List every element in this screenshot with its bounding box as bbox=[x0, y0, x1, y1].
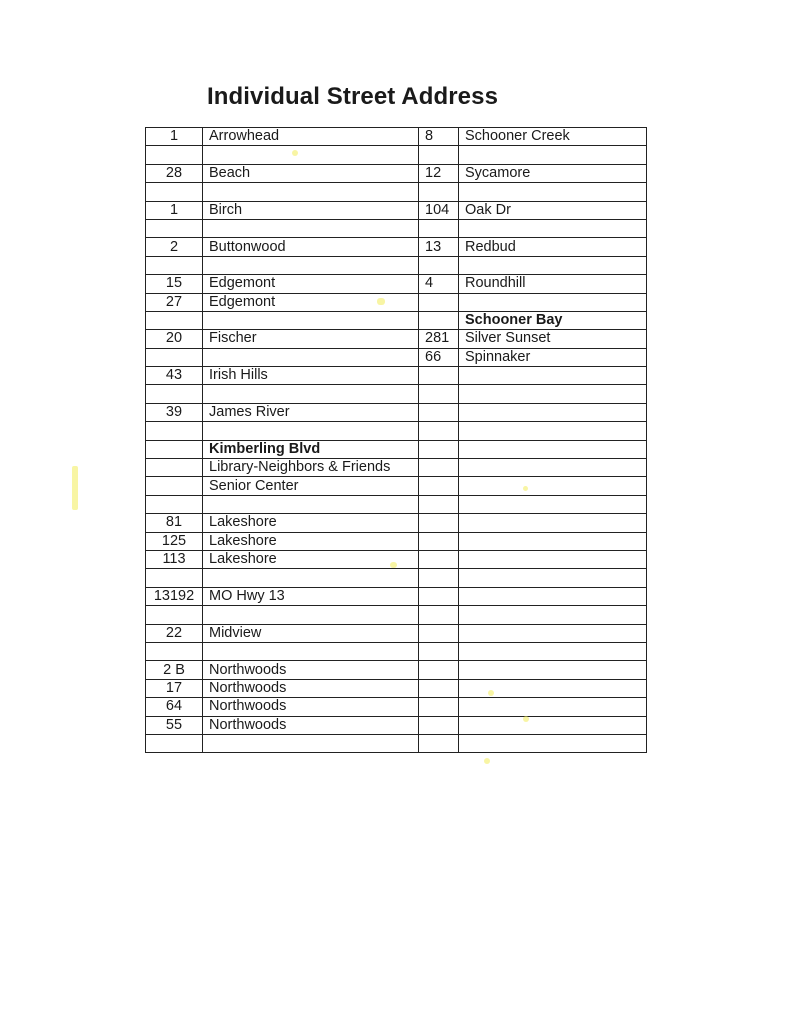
table-row bbox=[146, 403, 647, 421]
table-row bbox=[146, 348, 647, 366]
left-street-name bbox=[203, 219, 419, 237]
right-house-number bbox=[419, 440, 459, 458]
left-house-number bbox=[146, 440, 203, 458]
left-house-number: 27 bbox=[146, 293, 203, 311]
right-street-name bbox=[459, 642, 647, 660]
right-street-name bbox=[459, 624, 647, 642]
page-title: Individual Street Address bbox=[207, 83, 499, 110]
table-row bbox=[146, 532, 647, 550]
right-street-name bbox=[459, 532, 647, 550]
left-street-name bbox=[203, 642, 419, 660]
right-house-number bbox=[419, 514, 459, 532]
right-house-number bbox=[419, 698, 459, 716]
right-house-number bbox=[419, 679, 459, 697]
table-row bbox=[146, 385, 647, 403]
left-street-name: Lakeshore bbox=[203, 532, 419, 550]
left-house-number: 2 B bbox=[146, 661, 203, 679]
left-street-name: Kimberling Blvd bbox=[203, 440, 419, 458]
left-street-name: Lakeshore bbox=[203, 514, 419, 532]
table-row bbox=[146, 275, 647, 293]
right-house-number bbox=[419, 624, 459, 642]
left-street-name: Northwoods bbox=[203, 661, 419, 679]
table-row bbox=[146, 624, 647, 642]
left-street-name bbox=[203, 183, 419, 201]
right-street-name bbox=[459, 514, 647, 532]
address-table-body bbox=[146, 128, 647, 753]
left-street-name bbox=[203, 422, 419, 440]
left-street-name: Lakeshore bbox=[203, 550, 419, 568]
left-street-name: Senior Center bbox=[203, 477, 419, 495]
left-house-number bbox=[146, 256, 203, 274]
left-house-number bbox=[146, 459, 203, 477]
right-house-number: 12 bbox=[419, 164, 459, 182]
right-house-number bbox=[419, 661, 459, 679]
left-house-number bbox=[146, 422, 203, 440]
right-street-name bbox=[459, 495, 647, 513]
left-street-name: James River bbox=[203, 403, 419, 421]
left-house-number: 81 bbox=[146, 514, 203, 532]
table-row bbox=[146, 128, 647, 146]
left-house-number bbox=[146, 734, 203, 752]
left-street-name: Northwoods bbox=[203, 679, 419, 697]
left-house-number bbox=[146, 385, 203, 403]
left-street-name: Birch bbox=[203, 201, 419, 219]
table-row bbox=[146, 238, 647, 256]
right-street-name: Schooner Creek bbox=[459, 128, 647, 146]
left-house-number bbox=[146, 311, 203, 329]
left-street-name bbox=[203, 311, 419, 329]
right-street-name bbox=[459, 550, 647, 568]
right-house-number bbox=[419, 477, 459, 495]
table-row bbox=[146, 183, 647, 201]
right-house-number bbox=[419, 367, 459, 385]
right-street-name bbox=[459, 367, 647, 385]
left-street-name: Edgemont bbox=[203, 275, 419, 293]
table-row bbox=[146, 734, 647, 752]
right-house-number bbox=[419, 587, 459, 605]
right-house-number bbox=[419, 146, 459, 164]
left-street-name bbox=[203, 734, 419, 752]
table-row bbox=[146, 514, 647, 532]
left-street-name bbox=[203, 606, 419, 624]
left-house-number: 28 bbox=[146, 164, 203, 182]
left-house-number bbox=[146, 348, 203, 366]
table-row bbox=[146, 587, 647, 605]
right-house-number: 8 bbox=[419, 128, 459, 146]
highlighter-mark bbox=[488, 690, 494, 696]
left-house-number: 113 bbox=[146, 550, 203, 568]
table-row bbox=[146, 716, 647, 734]
left-street-name bbox=[203, 146, 419, 164]
right-house-number bbox=[419, 532, 459, 550]
right-street-name bbox=[459, 679, 647, 697]
right-street-name bbox=[459, 293, 647, 311]
highlighter-mark bbox=[377, 298, 385, 305]
right-street-name: Roundhill bbox=[459, 275, 647, 293]
right-street-name bbox=[459, 606, 647, 624]
right-house-number bbox=[419, 311, 459, 329]
left-house-number: 39 bbox=[146, 403, 203, 421]
left-house-number: 20 bbox=[146, 330, 203, 348]
table-row bbox=[146, 569, 647, 587]
left-street-name: MO Hwy 13 bbox=[203, 587, 419, 605]
right-house-number bbox=[419, 403, 459, 421]
table-row bbox=[146, 146, 647, 164]
table-row bbox=[146, 698, 647, 716]
right-house-number bbox=[419, 256, 459, 274]
table-row bbox=[146, 642, 647, 660]
table-row bbox=[146, 164, 647, 182]
right-street-name bbox=[459, 587, 647, 605]
right-house-number bbox=[419, 716, 459, 734]
left-house-number: 64 bbox=[146, 698, 203, 716]
left-street-name: Northwoods bbox=[203, 716, 419, 734]
right-street-name bbox=[459, 698, 647, 716]
right-street-name: Schooner Bay bbox=[459, 311, 647, 329]
left-street-name: Fischer bbox=[203, 330, 419, 348]
left-street-name: Edgemont bbox=[203, 293, 419, 311]
left-house-number: 1 bbox=[146, 128, 203, 146]
highlighter-mark bbox=[292, 150, 298, 156]
left-street-name: Beach bbox=[203, 164, 419, 182]
right-house-number bbox=[419, 495, 459, 513]
left-house-number: 43 bbox=[146, 367, 203, 385]
right-street-name bbox=[459, 661, 647, 679]
address-table bbox=[145, 127, 647, 753]
right-street-name bbox=[459, 734, 647, 752]
left-street-name: Buttonwood bbox=[203, 238, 419, 256]
left-house-number bbox=[146, 219, 203, 237]
table-row bbox=[146, 661, 647, 679]
left-house-number bbox=[146, 495, 203, 513]
left-street-name: Midview bbox=[203, 624, 419, 642]
right-street-name bbox=[459, 477, 647, 495]
right-house-number: 4 bbox=[419, 275, 459, 293]
right-street-name: Sycamore bbox=[459, 164, 647, 182]
right-street-name: Spinnaker bbox=[459, 348, 647, 366]
right-house-number bbox=[419, 422, 459, 440]
highlighter-mark bbox=[523, 486, 528, 491]
left-street-name bbox=[203, 495, 419, 513]
left-street-name bbox=[203, 256, 419, 274]
left-street-name: Northwoods bbox=[203, 698, 419, 716]
table-row bbox=[146, 367, 647, 385]
left-house-number: 1 bbox=[146, 201, 203, 219]
highlighter-mark bbox=[484, 758, 490, 764]
table-row bbox=[146, 459, 647, 477]
left-house-number: 125 bbox=[146, 532, 203, 550]
right-house-number: 281 bbox=[419, 330, 459, 348]
left-house-number: 55 bbox=[146, 716, 203, 734]
table-row bbox=[146, 201, 647, 219]
table-row bbox=[146, 256, 647, 274]
right-street-name: Silver Sunset bbox=[459, 330, 647, 348]
highlighter-mark bbox=[72, 466, 78, 510]
table-row bbox=[146, 679, 647, 697]
right-street-name bbox=[459, 569, 647, 587]
right-house-number bbox=[419, 569, 459, 587]
right-street-name: Redbud bbox=[459, 238, 647, 256]
left-street-name bbox=[203, 569, 419, 587]
right-house-number bbox=[419, 734, 459, 752]
highlighter-mark bbox=[390, 562, 397, 568]
table-row bbox=[146, 311, 647, 329]
left-house-number: 13192 bbox=[146, 587, 203, 605]
left-house-number: 22 bbox=[146, 624, 203, 642]
left-house-number bbox=[146, 642, 203, 660]
left-house-number: 15 bbox=[146, 275, 203, 293]
right-street-name bbox=[459, 459, 647, 477]
right-street-name bbox=[459, 385, 647, 403]
right-street-name bbox=[459, 219, 647, 237]
left-house-number bbox=[146, 477, 203, 495]
right-street-name bbox=[459, 422, 647, 440]
table-row bbox=[146, 330, 647, 348]
left-street-name bbox=[203, 348, 419, 366]
table-row bbox=[146, 495, 647, 513]
right-street-name bbox=[459, 716, 647, 734]
table-row bbox=[146, 422, 647, 440]
left-street-name bbox=[203, 385, 419, 403]
right-street-name bbox=[459, 403, 647, 421]
left-street-name: Arrowhead bbox=[203, 128, 419, 146]
table-row bbox=[146, 440, 647, 458]
left-house-number bbox=[146, 146, 203, 164]
right-street-name bbox=[459, 183, 647, 201]
table-row bbox=[146, 606, 647, 624]
right-house-number bbox=[419, 293, 459, 311]
left-house-number: 2 bbox=[146, 238, 203, 256]
right-house-number bbox=[419, 385, 459, 403]
right-house-number: 13 bbox=[419, 238, 459, 256]
left-house-number bbox=[146, 606, 203, 624]
right-house-number bbox=[419, 606, 459, 624]
left-street-name: Library-Neighbors & Friends bbox=[203, 459, 419, 477]
right-house-number: 104 bbox=[419, 201, 459, 219]
left-street-name: Irish Hills bbox=[203, 367, 419, 385]
right-house-number bbox=[419, 550, 459, 568]
left-house-number bbox=[146, 183, 203, 201]
right-street-name: Oak Dr bbox=[459, 201, 647, 219]
right-street-name bbox=[459, 146, 647, 164]
table-row bbox=[146, 219, 647, 237]
table-row bbox=[146, 293, 647, 311]
left-house-number bbox=[146, 569, 203, 587]
right-house-number: 66 bbox=[419, 348, 459, 366]
right-house-number bbox=[419, 219, 459, 237]
right-house-number bbox=[419, 459, 459, 477]
right-house-number bbox=[419, 642, 459, 660]
table-row bbox=[146, 477, 647, 495]
left-house-number: 17 bbox=[146, 679, 203, 697]
highlighter-mark bbox=[523, 716, 529, 722]
right-street-name bbox=[459, 440, 647, 458]
right-house-number bbox=[419, 183, 459, 201]
right-street-name bbox=[459, 256, 647, 274]
